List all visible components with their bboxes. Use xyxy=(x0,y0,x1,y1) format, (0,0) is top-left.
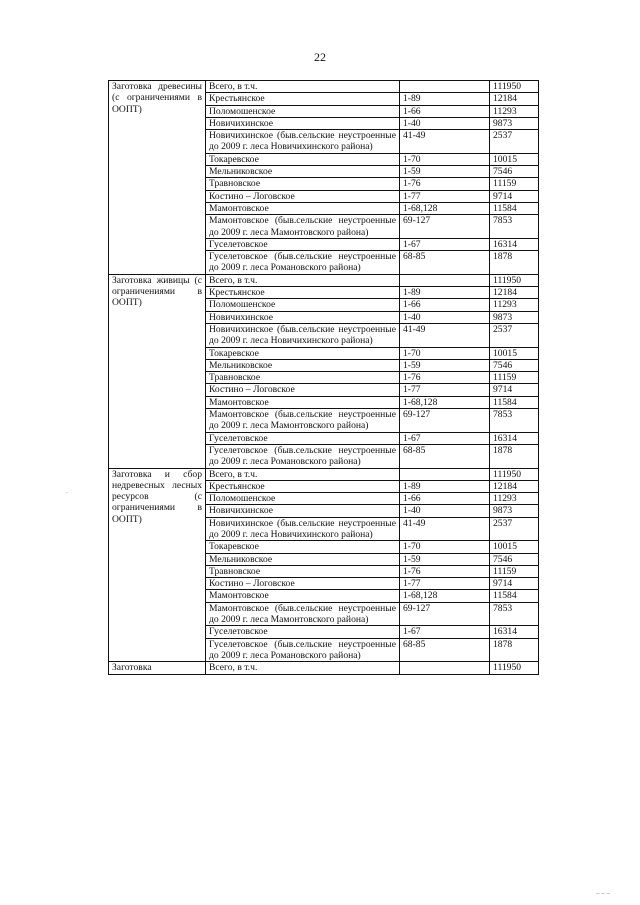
quarters-cell: 1-89 xyxy=(400,93,490,105)
forestry-name-cell: Гуселетовское xyxy=(206,626,400,638)
area-cell: 16314 xyxy=(490,626,539,638)
forestry-name-cell: Мельниковское xyxy=(206,359,400,371)
forestry-name-cell: Травновское xyxy=(206,565,400,577)
forestry-name-cell: Гуселетовское (быв.сельские неустроенные до 2009 г. леса Романовского района) xyxy=(206,638,400,662)
quarters-cell xyxy=(400,81,490,93)
quarters-cell: 1-76 xyxy=(400,372,490,384)
category-cell: Заготовка живицы (с ограничениями в ООПТ) xyxy=(109,274,206,468)
quarters-cell: 1-68,128 xyxy=(400,590,490,602)
table-body xyxy=(109,81,539,675)
forestry-name-cell: Новичихинское xyxy=(206,505,400,517)
area-cell: 16314 xyxy=(490,432,539,444)
forestry-name-cell: Мамонтовское xyxy=(206,396,400,408)
forestry-name-cell: Мамонтовское xyxy=(206,202,400,214)
quarters-cell: 69-127 xyxy=(400,602,490,626)
quarters-cell xyxy=(400,274,490,286)
forestry-name-cell: Токаревское xyxy=(206,347,400,359)
quarters-cell: 69-127 xyxy=(400,215,490,239)
quarters-cell: 1-77 xyxy=(400,384,490,396)
quarters-cell: 68-85 xyxy=(400,444,490,468)
quarters-cell: 41-49 xyxy=(400,517,490,541)
forestry-name-cell: Поломошенское xyxy=(206,299,400,311)
quarters-cell: 1-89 xyxy=(400,480,490,492)
forestry-name-cell: Токаревское xyxy=(206,153,400,165)
area-cell: 9873 xyxy=(490,505,539,517)
page-number: 22 xyxy=(314,50,326,64)
forestry-name-cell: Гуселетовское xyxy=(206,432,400,444)
quarters-cell: 1-89 xyxy=(400,287,490,299)
area-cell: 7546 xyxy=(490,553,539,565)
area-cell: 2537 xyxy=(490,517,539,541)
forestry-name-cell: Мамонтовское xyxy=(206,590,400,602)
area-cell: 11293 xyxy=(490,493,539,505)
forestry-name-cell: Крестьянское xyxy=(206,480,400,492)
quarters-cell: 1-67 xyxy=(400,432,490,444)
quarters-cell: 1-59 xyxy=(400,166,490,178)
forestry-name-cell: Крестьянское xyxy=(206,93,400,105)
quarters-cell xyxy=(400,468,490,480)
area-cell: 11584 xyxy=(490,590,539,602)
forestry-name-cell: Костино – Логовское xyxy=(206,190,400,202)
quarters-cell: 1-66 xyxy=(400,105,490,117)
area-cell: 7853 xyxy=(490,215,539,239)
quarters-cell: 1-76 xyxy=(400,178,490,190)
table-row xyxy=(109,468,539,480)
quarters-cell xyxy=(400,662,490,674)
quarters-cell: 1-66 xyxy=(400,493,490,505)
forestry-name-cell: Мамонтовское (быв.сельские неустроенные до 2009 г. леса Мамонтовского района) xyxy=(206,409,400,433)
forestry-name-cell: Мамонтовское (быв.сельские неустроенные до 2009 г. леса Мамонтовского района) xyxy=(206,215,400,239)
area-cell: 11293 xyxy=(490,299,539,311)
quarters-cell: 1-59 xyxy=(400,359,490,371)
area-cell: 11159 xyxy=(490,565,539,577)
area-cell: 9873 xyxy=(490,311,539,323)
area-cell: 11584 xyxy=(490,202,539,214)
scan-artifact: . xyxy=(66,487,68,495)
quarters-cell: 1-70 xyxy=(400,347,490,359)
forestry-name-cell: Новичихинское xyxy=(206,311,400,323)
quarters-cell: 69-127 xyxy=(400,409,490,433)
quarters-cell: 1-40 xyxy=(400,505,490,517)
quarters-cell: 41-49 xyxy=(400,130,490,154)
area-cell: 7546 xyxy=(490,359,539,371)
forestry-name-cell: Поломошенское xyxy=(206,493,400,505)
forestry-name-cell: Поломошенское xyxy=(206,105,400,117)
table-row xyxy=(109,81,539,93)
area-cell: 12184 xyxy=(490,287,539,299)
area-cell: 1878 xyxy=(490,251,539,275)
area-cell: 1878 xyxy=(490,444,539,468)
area-cell: 111950 xyxy=(490,662,539,674)
forestry-name-cell: Всего, в т.ч. xyxy=(206,81,400,93)
area-cell: 7853 xyxy=(490,409,539,433)
table-row xyxy=(109,662,539,674)
area-cell: 10015 xyxy=(490,347,539,359)
forestry-name-cell: Новичихинское (быв.сельские неустроенные до 2009 г. леса Новичихинского района) xyxy=(206,130,400,154)
table-row xyxy=(109,274,539,286)
forestry-name-cell: Мельниковское xyxy=(206,166,400,178)
quarters-cell: 1-66 xyxy=(400,299,490,311)
area-cell: 111950 xyxy=(490,274,539,286)
area-cell: 12184 xyxy=(490,480,539,492)
area-cell: 9714 xyxy=(490,384,539,396)
area-cell: 2537 xyxy=(490,323,539,347)
area-cell: 10015 xyxy=(490,153,539,165)
area-cell: 10015 xyxy=(490,541,539,553)
area-cell: 1878 xyxy=(490,638,539,662)
quarters-cell: 1-59 xyxy=(400,553,490,565)
category-cell: Заготовка xyxy=(109,662,206,674)
area-cell: 9873 xyxy=(490,117,539,129)
forestry-name-cell: Всего, в т.ч. xyxy=(206,274,400,286)
quarters-cell: 1-77 xyxy=(400,190,490,202)
quarters-cell: 1-76 xyxy=(400,565,490,577)
area-cell: 11159 xyxy=(490,178,539,190)
forestry-name-cell: Новичихинское (быв.сельские неустроенные до 2009 г. леса Новичихинского района) xyxy=(206,323,400,347)
area-cell: 9714 xyxy=(490,190,539,202)
area-cell: 11293 xyxy=(490,105,539,117)
forestry-name-cell: Всего, в т.ч. xyxy=(206,468,400,480)
forestry-name-cell: Травновское xyxy=(206,178,400,190)
quarters-cell: 1-70 xyxy=(400,541,490,553)
quarters-cell: 1-40 xyxy=(400,117,490,129)
quarters-cell: 1-70 xyxy=(400,153,490,165)
area-cell: 11584 xyxy=(490,396,539,408)
area-cell: 7546 xyxy=(490,166,539,178)
forestry-name-cell: Мельниковское xyxy=(206,553,400,565)
quarters-cell: 68-85 xyxy=(400,638,490,662)
forestry-table xyxy=(108,80,539,675)
forestry-name-cell: Гуселетовское xyxy=(206,238,400,250)
forestry-name-cell: Новичихинское xyxy=(206,117,400,129)
forestry-name-cell: Крестьянское xyxy=(206,287,400,299)
scan-artifact: _ _ _ xyxy=(596,887,610,895)
quarters-cell: 1-40 xyxy=(400,311,490,323)
area-cell: 12184 xyxy=(490,93,539,105)
forestry-name-cell: Гуселетовское (быв.сельские неустроенные до 2009 г. леса Романовского района) xyxy=(206,444,400,468)
quarters-cell: 41-49 xyxy=(400,323,490,347)
area-cell: 2537 xyxy=(490,130,539,154)
area-cell: 111950 xyxy=(490,81,539,93)
quarters-cell: 1-77 xyxy=(400,578,490,590)
quarters-cell: 1-67 xyxy=(400,626,490,638)
forestry-name-cell: Костино – Логовское xyxy=(206,578,400,590)
quarters-cell: 1-68,128 xyxy=(400,202,490,214)
forestry-name-cell: Костино – Логовское xyxy=(206,384,400,396)
quarters-cell: 68-85 xyxy=(400,251,490,275)
area-cell: 16314 xyxy=(490,238,539,250)
category-cell: Заготовка древесины (с ограничениями в ООПТ) xyxy=(109,81,206,275)
forestry-name-cell: Мамонтовское (быв.сельские неустроенные до 2009 г. леса Мамонтовского района) xyxy=(206,602,400,626)
area-cell: 7853 xyxy=(490,602,539,626)
forestry-name-cell: Всего, в т.ч. xyxy=(206,662,400,674)
category-cell: Заготовка и сбор недревесных лесных ресурсов (с ограничениями в ООПТ) xyxy=(109,468,206,662)
area-cell: 9714 xyxy=(490,578,539,590)
area-cell: 11159 xyxy=(490,372,539,384)
quarters-cell: 1-67 xyxy=(400,238,490,250)
forestry-name-cell: Новичихинское (быв.сельские неустроенные до 2009 г. леса Новичихинского района) xyxy=(206,517,400,541)
forestry-name-cell: Гуселетовское (быв.сельские неустроенные до 2009 г. леса Романовского района) xyxy=(206,251,400,275)
forestry-name-cell: Травновское xyxy=(206,372,400,384)
area-cell: 111950 xyxy=(490,468,539,480)
quarters-cell: 1-68,128 xyxy=(400,396,490,408)
forestry-name-cell: Токаревское xyxy=(206,541,400,553)
